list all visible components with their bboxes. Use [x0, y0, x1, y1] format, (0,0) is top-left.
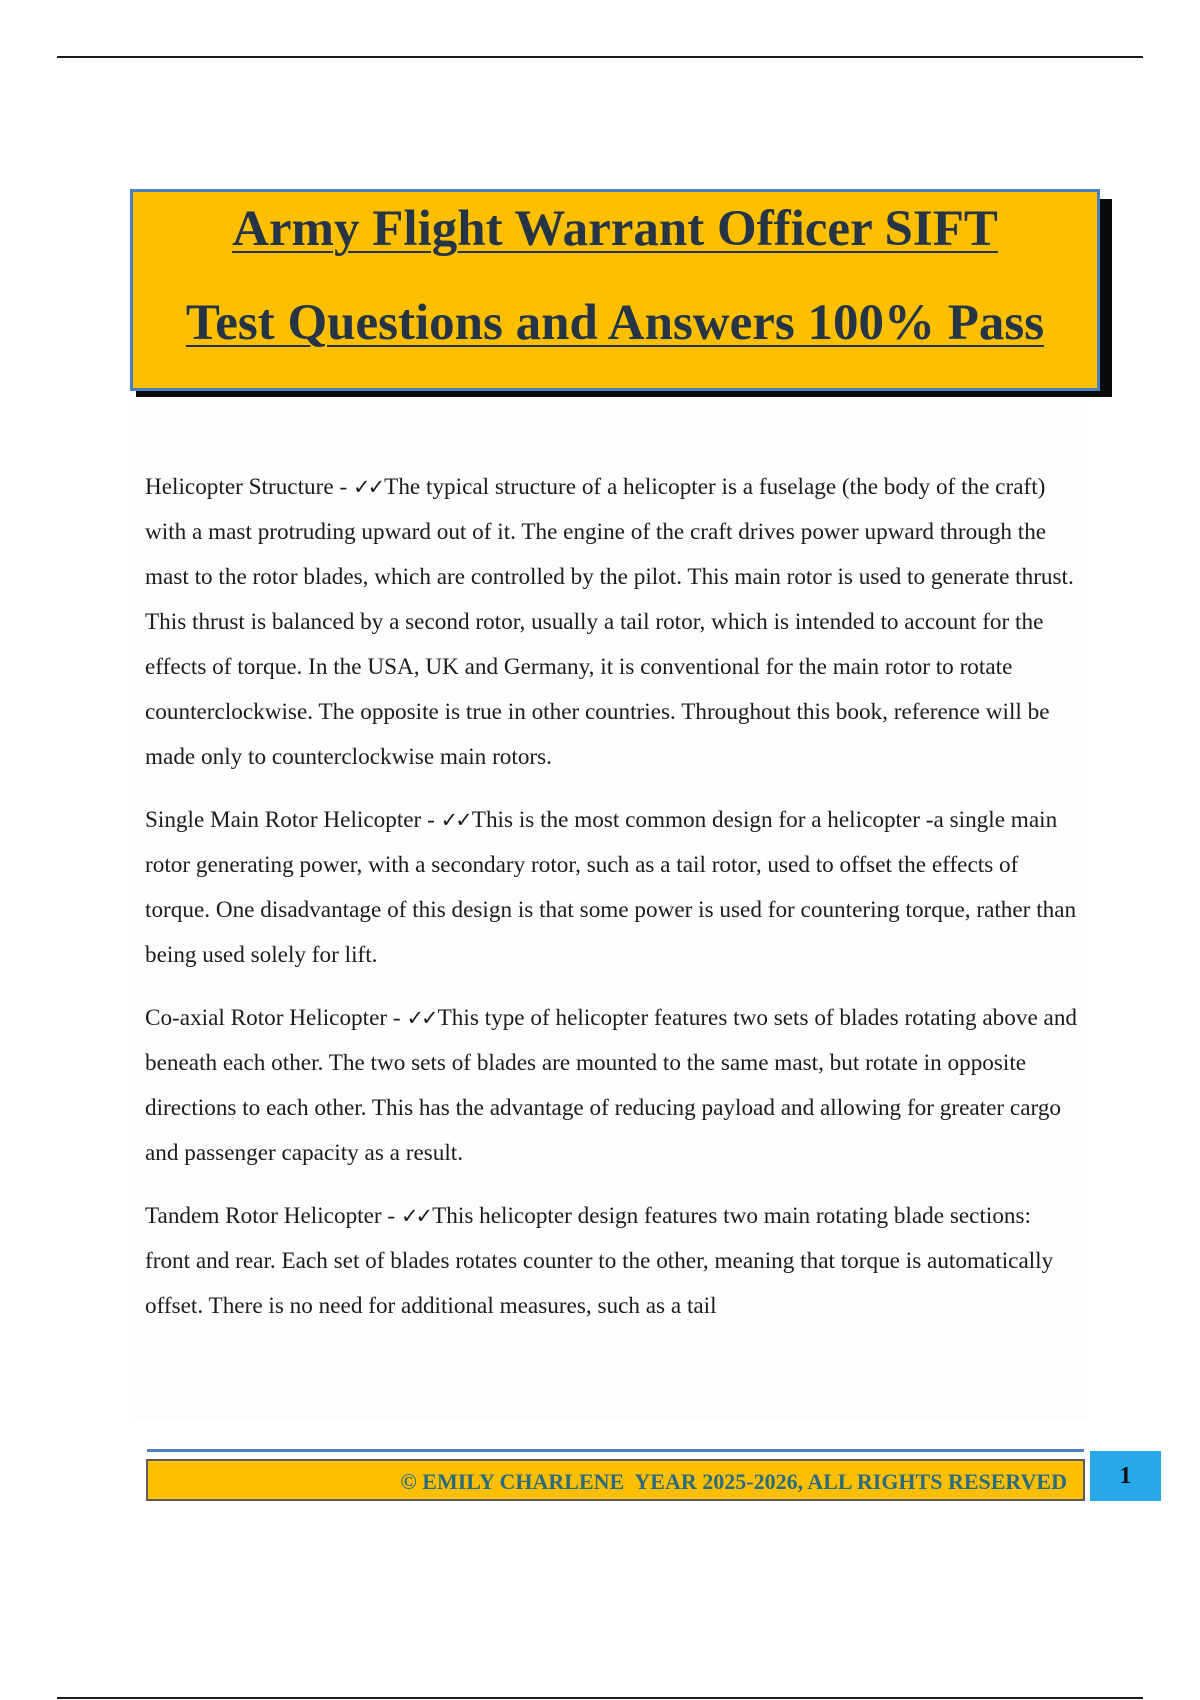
- entry-text: This is the most common design for a helicopter -a single main rotor generating power, with a secondary rotor, such as a tail rotor, used to offset the effects of torque. One disadvantage of this design is that some power is used for countering torque, rather than being used solely for lift.: [145, 807, 1077, 968]
- page-number-badge: 1: [1090, 1451, 1161, 1501]
- entry-helicopter-structure: [145, 465, 1080, 780]
- double-check-icon: ✓✓: [400, 1204, 431, 1228]
- title-box: [130, 189, 1100, 391]
- footer-rule: [147, 1449, 1084, 1452]
- double-check-icon: ✓✓: [440, 808, 470, 832]
- entry-text: The typical structure of a helicopter is a fuselage (the body of the craft) with a mast protruding upward out of it. The engine of the craft drives power upward through the mast to the rotor blades, which are controlled by the pilot. This main rotor is used to generate thrust. This thrust is balanced by a second rotor, usually a tail rotor, which is intended to account for the effects of torque. In the USA, UK and Germany, it is conventional for the main rotor to rotate counterclockwise. The opposite is true in other countries. Throughout this book, reference will be made only to counterclockwise main rotors.: [145, 474, 1074, 770]
- title-line-1: [133, 201, 1097, 257]
- entry-term: Co-axial Rotor Helicopter -: [145, 1005, 407, 1031]
- title-line-1-text: Army Flight Warrant Officer SIFT: [232, 201, 998, 257]
- title-line-2: [133, 295, 1097, 351]
- double-check-icon: ✓✓: [406, 1006, 436, 1030]
- copyright-text: © EMILY CHARLENE YEAR 2025-2026, ALL RIGHTS RESERVED: [400, 1469, 1067, 1494]
- entry-single-main-rotor: [145, 798, 1080, 978]
- document-body: [145, 465, 1080, 1347]
- double-check-icon: ✓✓: [352, 475, 383, 499]
- bottom-rule: [57, 1697, 1143, 1699]
- entry-term: Tandem Rotor Helicopter -: [145, 1203, 401, 1229]
- footer-banner: [146, 1459, 1085, 1501]
- entry-text: This helicopter design features two main rotating blade sections: front and rear. Each set of blades rotates counter to the other, meaning that torque is automatically offset. There is no need for additional measures, such as a tail: [145, 1203, 1054, 1319]
- title-line-2-text: Test Questions and Answers 100% Pass: [185, 295, 1045, 351]
- entry-term: Helicopter Structure -: [145, 474, 353, 500]
- entry-tandem-rotor: [145, 1194, 1080, 1329]
- entry-co-axial-rotor: [145, 996, 1080, 1176]
- entry-term: Single Main Rotor Helicopter -: [145, 807, 441, 833]
- top-rule: [57, 56, 1143, 58]
- entry-text: This type of helicopter features two sets of blades rotating above and beneath each other. The two sets of blades are mounted to the same mast, but rotate in opposite directions to each other. This has the advantage of reducing payload and allowing for greater cargo and passenger capacity as a result.: [145, 1005, 1078, 1166]
